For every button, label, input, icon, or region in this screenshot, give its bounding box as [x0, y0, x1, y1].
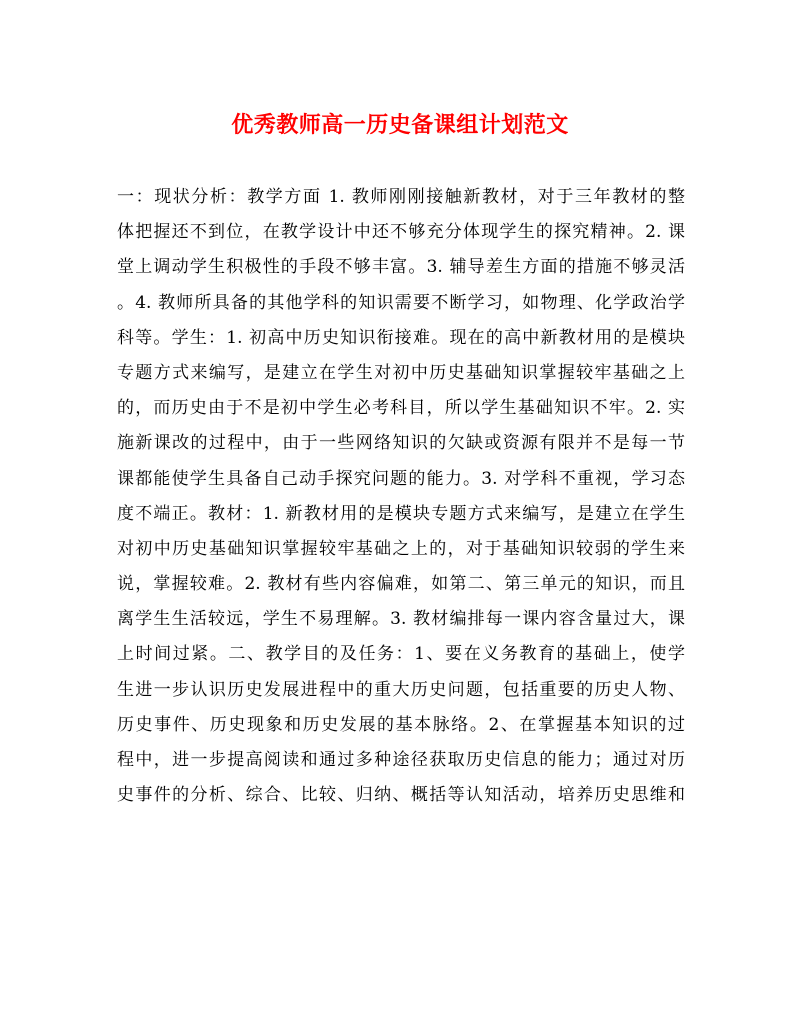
body-line: 上时间过紧。二、教学目的及任务：1、要在义务教育的基础上，使学: [117, 644, 685, 665]
body-line: 。4. 教师所具备的其他学科的知识需要不断学习，如物理、化学政治学: [117, 292, 685, 313]
document-body: [117, 180, 685, 813]
body-line: 历史事件、历史现象和历史发展的基本脉络。2、在掌握基本知识的过: [117, 714, 685, 735]
body-line: 生进一步认识历史发展进程中的重大历史问题，包括重要的历史人物、: [117, 679, 685, 700]
body-line: 堂上调动学生积极性的手段不够丰富。3. 辅导差生方面的措施不够灵活: [117, 257, 685, 278]
body-line: 离学生生活较远，学生不易理解。3. 教材编排每一课内容含量过大，课: [117, 609, 685, 630]
body-line: 科等。学生：1. 初高中历史知识衔接难。现在的高中新教材用的是模块: [117, 327, 685, 348]
body-line: 课都能使学生具备自己动手探究问题的能力。3. 对学科不重视，学习态: [117, 468, 685, 489]
body-line: 施新课改的过程中，由于一些网络知识的欠缺或资源有限并不是每一节: [117, 433, 685, 454]
body-line: 史事件的分析、综合、比较、归纳、概括等认知活动，培养历史思维和: [117, 785, 685, 806]
body-line: 的，而历史由于不是初中学生必考科目，所以学生基础知识不牢。2. 实: [117, 398, 685, 419]
body-line: 体把握还不到位，在教学设计中还不够充分体现学生的探究精神。2. 课: [117, 222, 685, 243]
body-line: 说，掌握较难。2. 教材有些内容偏难，如第二、第三单元的知识，而且: [117, 574, 685, 595]
body-line: 对初中历史基础知识掌握较牢基础之上的，对于基础知识较弱的学生来: [117, 538, 685, 559]
body-line: 专题方式来编写，是建立在学生对初中历史基础知识掌握较牢基础之上: [117, 362, 685, 383]
body-line: 一：现状分析：教学方面 1. 教师刚刚接触新教材，对于三年教材的整: [117, 187, 685, 207]
document-title: 优秀教师高一历史备课组计划范文: [231, 112, 569, 138]
body-line: 程中，进一步提高阅读和通过多种途径获取历史信息的能力；通过对历: [117, 750, 685, 770]
body-line: 度不端正。教材：1. 新教材用的是模块专题方式来编写，是建立在学生: [117, 503, 685, 524]
